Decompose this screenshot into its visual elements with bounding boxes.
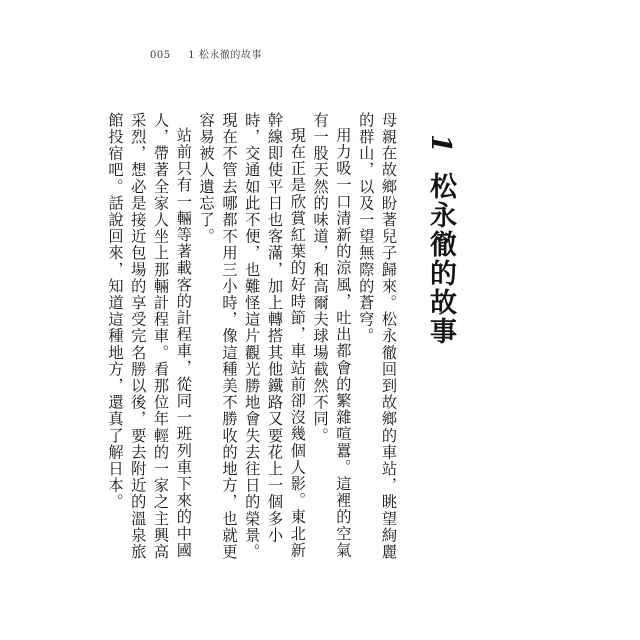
- chapter-title: 松永徹的故事: [425, 172, 456, 347]
- running-title: 1 松永徹的故事: [188, 50, 262, 61]
- chapter-number: 1: [425, 134, 456, 155]
- running-header: [150, 46, 262, 61]
- paragraph: 現在正是欣賞紅葉的好時節，車站前卻沒幾個人影。東北新幹線即使平日也客滿，加上轉搭其他鐵路又要花上一個多小時，交通如此不便，也難怪這片觀光勝地會失去往日的榮景。現在不管去哪都不用三小時，像這種美不勝收的地方，也就更容易被人遺忘了。: [197, 112, 307, 561]
- paragraph: 母親在故鄉盼著兒子歸來。松永徹回到故鄉的車站，眺望絢麗的群山，以及一望無際的蒼穹。: [357, 112, 398, 561]
- paragraph: 站前只有一輛等著載客的計程車，從同一班列車下來的中國人，帶著全家人坐上那輛計程車。看那位年輕的一家之主興高采烈，想必是接近包場的享受完名勝以後，要去附近的溫泉旅館投宿吧。話說回來，知道這種地方，還真了解日本。: [106, 112, 193, 561]
- body-text: [104, 112, 400, 572]
- chapter-heading: [420, 134, 460, 346]
- page-number: 005: [150, 50, 171, 61]
- paragraph: 用力吸一口清新的涼風，吐出都會的繁雜喧囂。這裡的空氣有一股天然的味道，和高爾夫球場截然不同。: [311, 112, 353, 559]
